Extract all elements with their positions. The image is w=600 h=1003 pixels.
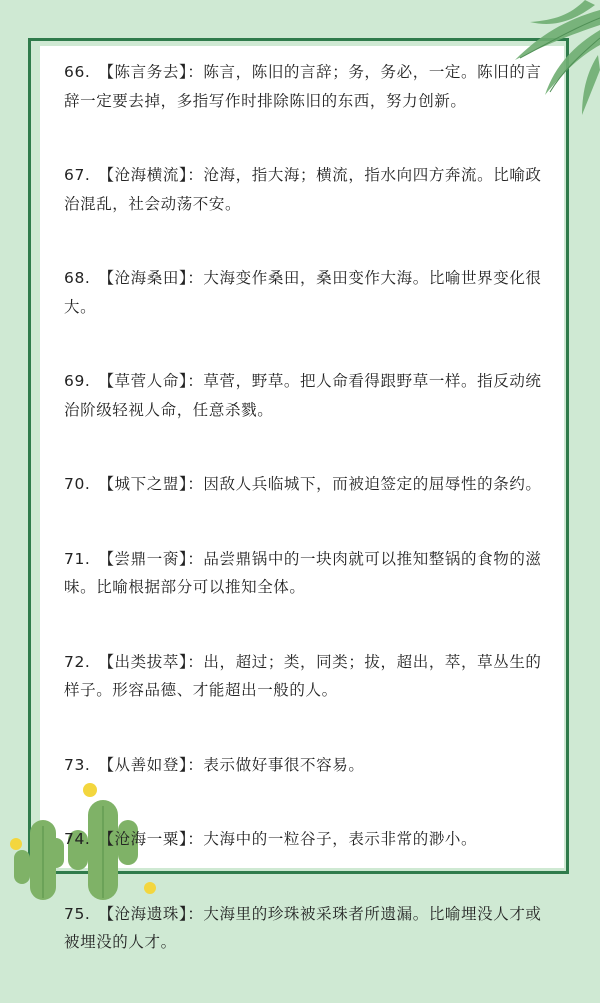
idiom-term: 【草菅人命】 — [98, 372, 188, 390]
idiom-entry — [64, 264, 550, 321]
idiom-definition: ：草菅，野草。把人命看得跟野草一样。指反动统治阶级轻视人命，任意杀戮。 — [64, 372, 542, 419]
idiom-entry — [64, 825, 550, 854]
idiom-definition: ：品尝鼎锅中的一块肉就可以推知整锅的食物的滋味。比喻根据部分可以推知全体。 — [64, 549, 542, 596]
idiom-term: 【沧海遗珠】 — [98, 904, 188, 923]
idiom-entry — [64, 367, 550, 424]
idiom-term: 【尝鼎一脔】 — [98, 549, 188, 568]
idiom-definition: ：出，超过；类，同类；拔，超出，萃，草丛生的样子。形容品德、才能超出一般的人。 — [64, 652, 542, 699]
entry-number: 67. — [64, 166, 91, 184]
entry-number: 74. — [64, 830, 91, 848]
idiom-term: 【沧海一粟】 — [98, 830, 188, 848]
entry-number: 68. — [64, 269, 91, 287]
entry-number: 75. — [64, 904, 91, 923]
idiom-entry — [64, 161, 550, 218]
idiom-term: 【沧海桑田】 — [98, 269, 188, 287]
idiom-definition: ：大海变作桑田，桑田变作大海。比喻世界变化很大。 — [64, 269, 542, 316]
idiom-entry — [64, 470, 550, 499]
entry-number: 69. — [64, 372, 91, 390]
idiom-definition: ：陈言，陈旧的言辞；务，务必，一定。陈旧的言辞一定要去掉，多指写作时排除陈旧的东西，努力创新。 — [64, 63, 542, 110]
idiom-entry — [64, 900, 550, 957]
idiom-term: 【从善如登】 — [98, 755, 188, 774]
idiom-definition: ：表示做好事很不容易。 — [187, 755, 365, 774]
idiom-definition: ：大海里的珍珠被采珠者所遗漏。比喻埋没人才或被埋没的人才。 — [64, 904, 542, 951]
idiom-term: 【城下之盟】 — [98, 475, 188, 493]
idiom-entry — [64, 751, 550, 780]
idiom-entry — [64, 545, 550, 602]
idiom-entry — [64, 58, 550, 115]
idiom-entry — [64, 648, 550, 705]
entry-number: 71. — [64, 549, 91, 568]
entry-number: 70. — [64, 475, 91, 493]
idiom-definition: ：沧海，指大海；横流，指水向四方奔流。比喻政治混乱，社会动荡不安。 — [64, 166, 542, 213]
idiom-term: 【沧海横流】 — [98, 166, 188, 184]
idiom-definition: ：因敌人兵临城下，而被迫签定的屈辱性的条约。 — [187, 475, 542, 493]
entry-number: 73. — [64, 755, 91, 774]
idiom-definition: ：大海中的一粒谷子，表示非常的渺小。 — [187, 830, 478, 848]
entry-number: 66. — [64, 63, 91, 81]
idiom-term: 【出类拔萃】 — [98, 652, 188, 671]
idiom-list — [64, 58, 550, 1003]
idiom-term: 【陈言务去】 — [98, 63, 188, 81]
entry-number: 72. — [64, 652, 91, 671]
